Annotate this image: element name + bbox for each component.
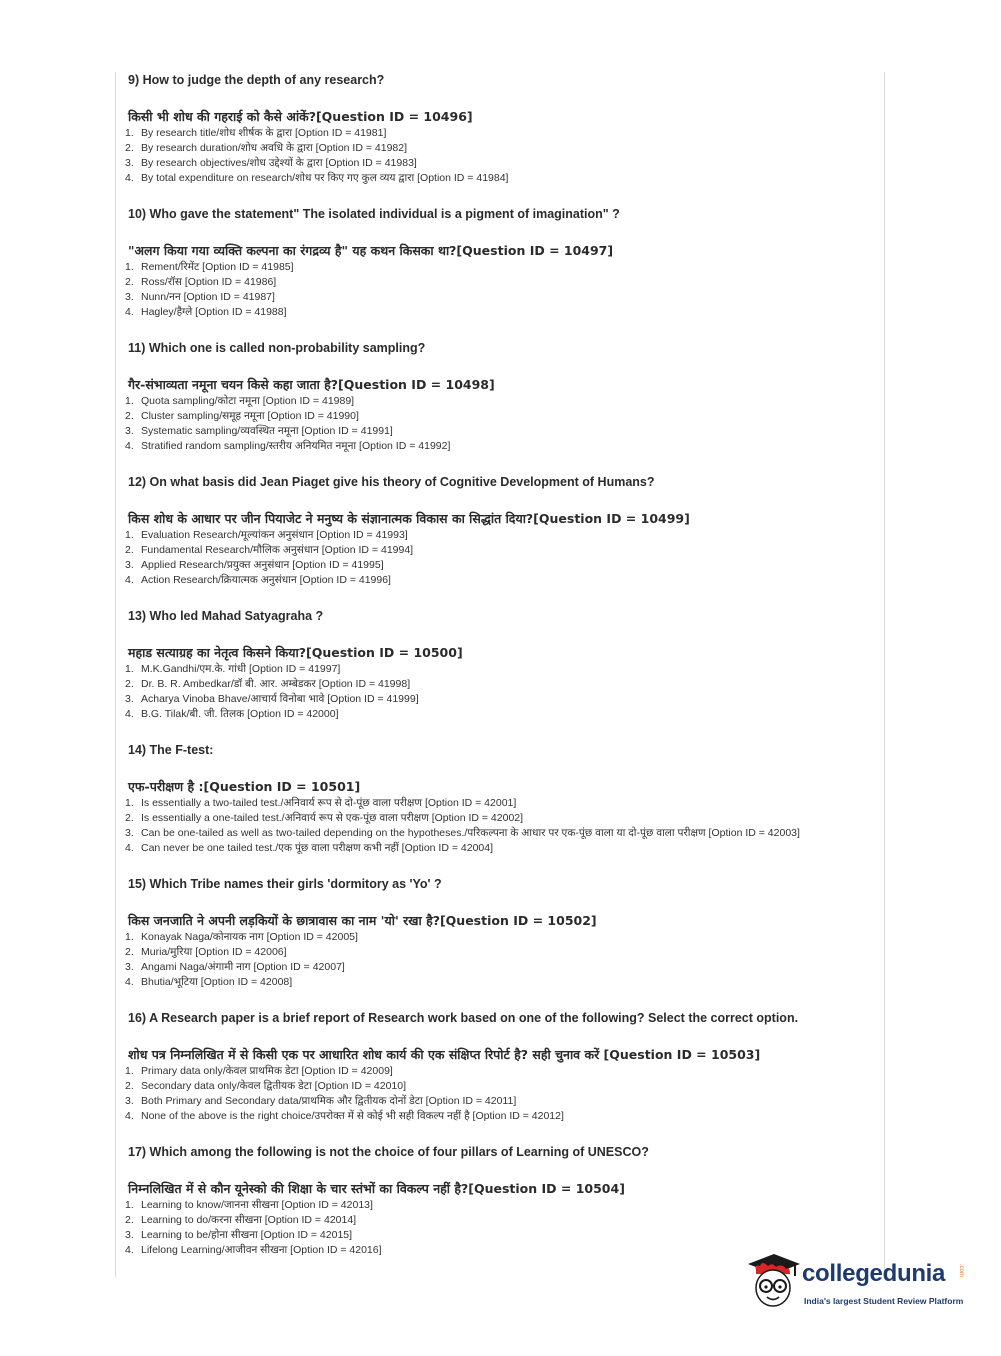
option-list bbox=[125, 260, 294, 320]
question-text-english: 17) Which among the following is not the choice of four pillars of Learning of UNESCO? bbox=[128, 1145, 649, 1159]
question-text-hindi: गैर-संभाव्यता नमूना चयन किसे कहा जाता है?[Question ID = 10498] bbox=[128, 377, 495, 392]
option-item bbox=[125, 171, 508, 186]
option-item bbox=[125, 1243, 382, 1258]
option-text: Rement/रिमेंट [Option ID = 41985] bbox=[141, 261, 294, 273]
option-item bbox=[125, 826, 800, 841]
option-number: 4. bbox=[125, 574, 134, 586]
option-text: Both Primary and Secondary data/प्राथमिक और द्वितीयक दोनों डेटा [Option ID = 42011] bbox=[141, 1095, 517, 1107]
option-number: 4. bbox=[125, 1244, 134, 1256]
option-text: None of the above is the right choice/उपरोक्त में से कोई भी सही विकल्प नहीं है [Option ID = 42012] bbox=[141, 1110, 564, 1122]
question-text-english: 13) Who led Mahad Satyagraha ? bbox=[128, 609, 324, 623]
option-item bbox=[125, 1064, 564, 1079]
option-text: Primary data only/केवल प्राथमिक डेटा [Option ID = 42009] bbox=[141, 1065, 393, 1077]
option-list bbox=[125, 126, 508, 186]
option-text: Angami Naga/अंगामी नाग [Option ID = 42007] bbox=[141, 961, 345, 973]
question-block bbox=[125, 877, 885, 1011]
option-number: 3. bbox=[125, 827, 134, 839]
option-number: 4. bbox=[125, 842, 134, 854]
question-block bbox=[125, 475, 885, 609]
question-text-english: 9) How to judge the depth of any research? bbox=[128, 73, 385, 87]
question-block bbox=[125, 207, 885, 341]
option-item bbox=[125, 543, 413, 558]
option-text: Cluster sampling/समूह नमूना [Option ID = 41990] bbox=[141, 410, 359, 422]
option-number: 1. bbox=[125, 797, 134, 809]
option-list bbox=[125, 528, 413, 588]
question-text-hindi: निम्नलिखित में से कौन यूनेस्को की शिक्षा के चार स्तंभों का विकल्प नहीं है?[Question ID = 10504] bbox=[128, 1181, 625, 1196]
option-item bbox=[125, 1079, 564, 1094]
option-number: 4. bbox=[125, 1110, 134, 1122]
option-text: Secondary data only/केवल द्वितीयक डेटा [Option ID = 42010] bbox=[141, 1080, 407, 1092]
option-text: Systematic sampling/व्यवस्थित नमूना [Option ID = 41991] bbox=[141, 425, 393, 437]
option-item bbox=[125, 811, 800, 826]
option-number: 3. bbox=[125, 1229, 134, 1241]
question-text-hindi: शोध पत्र निम्नलिखित में से किसी एक पर आधारित शोध कार्य की एक संक्षिप्त रिपोर्ट है? सही चुनाव करें [Question ID = 10503] bbox=[128, 1047, 761, 1062]
option-item bbox=[125, 975, 358, 990]
option-item bbox=[125, 1228, 382, 1243]
question-list bbox=[125, 73, 885, 1279]
question-block bbox=[125, 1011, 885, 1145]
option-list bbox=[125, 1198, 382, 1258]
question-text-english: 12) On what basis did Jean Piaget give his theory of Cognitive Development of Humans? bbox=[128, 475, 655, 489]
option-number: 3. bbox=[125, 157, 134, 169]
option-text: Ross/रॉस [Option ID = 41986] bbox=[141, 276, 277, 288]
option-list bbox=[125, 796, 800, 856]
option-number: 3. bbox=[125, 559, 134, 571]
option-text: B.G. Tilak/बी. जी. तिलक [Option ID = 42000] bbox=[141, 708, 339, 720]
option-number: 3. bbox=[125, 961, 134, 973]
option-text: Fundamental Research/मौलिक अनुसंधान [Option ID = 41994] bbox=[141, 544, 414, 556]
option-text: M.K.Gandhi/एम.के. गांधी [Option ID = 41997] bbox=[141, 663, 341, 675]
option-number: 2. bbox=[125, 678, 134, 690]
option-text: Can never be one tailed test./एक पूंछ वाला परीक्षण कभी नहीं [Option ID = 42004] bbox=[141, 842, 494, 854]
option-number: 2. bbox=[125, 410, 134, 422]
option-text: Is essentially a two-tailed test./अनिवार्य रूप से दो-पूंछ वाला परीक्षण [Option ID = 42001] bbox=[141, 797, 517, 809]
option-number: 1. bbox=[125, 261, 134, 273]
option-item bbox=[125, 424, 450, 439]
option-number: 2. bbox=[125, 812, 134, 824]
option-item bbox=[125, 1198, 382, 1213]
option-text: Is essentially a one-tailed test./अनिवार्य रूप से एक-पूंछ वाला परीक्षण [Option ID = 42002] bbox=[141, 812, 524, 824]
question-text-hindi: किसी भी शोध की गहराई को कैसे आंकें?[Question ID = 10496] bbox=[128, 109, 473, 124]
option-number: 2. bbox=[125, 946, 134, 958]
option-list bbox=[125, 1064, 564, 1124]
option-number: 3. bbox=[125, 291, 134, 303]
question-text-hindi: किस जनजाति ने अपनी लड़कियों के छात्रावास का नाम 'यो' रखा है?[Question ID = 10502] bbox=[128, 913, 597, 928]
question-block bbox=[125, 341, 885, 475]
option-item bbox=[125, 394, 450, 409]
option-item bbox=[125, 558, 413, 573]
option-item bbox=[125, 439, 450, 454]
option-item bbox=[125, 677, 419, 692]
option-text: Action Research/क्रियात्मक अनुसंधान [Option ID = 41996] bbox=[141, 574, 391, 586]
option-number: 4. bbox=[125, 708, 134, 720]
option-item bbox=[125, 275, 294, 290]
option-text: Nunn/नन [Option ID = 41987] bbox=[141, 291, 275, 303]
option-number: 2. bbox=[125, 276, 134, 288]
option-list bbox=[125, 394, 450, 454]
option-number: 2. bbox=[125, 544, 134, 556]
option-number: 2. bbox=[125, 1080, 134, 1092]
question-block bbox=[125, 73, 885, 207]
option-item bbox=[125, 260, 294, 275]
option-number: 3. bbox=[125, 693, 134, 705]
question-text-english: 10) Who gave the statement" The isolated individual is a pigment of imagination" ? bbox=[128, 207, 620, 221]
option-item bbox=[125, 1213, 382, 1228]
option-item bbox=[125, 707, 419, 722]
option-item bbox=[125, 290, 294, 305]
option-number: 1. bbox=[125, 395, 134, 407]
option-number: 1. bbox=[125, 529, 134, 541]
question-block bbox=[125, 609, 885, 743]
option-text: Quota sampling/कोटा नमूना [Option ID = 41989] bbox=[141, 395, 355, 407]
option-item bbox=[125, 945, 358, 960]
option-item bbox=[125, 662, 419, 677]
question-text-hindi: "अलग किया गया व्यक्ति कल्पना का रंगद्रव्य है" यह कथन किसका था?[Question ID = 10497] bbox=[128, 243, 614, 258]
option-item bbox=[125, 305, 294, 320]
option-text: Stratified random sampling/स्तरीय अनियमित नमूना [Option ID = 41992] bbox=[141, 440, 451, 452]
logo-wordmark: collegedunia bbox=[802, 1260, 946, 1287]
question-text-english: 11) Which one is called non-probability sampling? bbox=[128, 341, 426, 355]
option-text: Bhutia/भूटिया [Option ID = 42008] bbox=[141, 976, 293, 988]
option-number: 2. bbox=[125, 142, 134, 154]
option-item bbox=[125, 528, 413, 543]
option-item bbox=[125, 141, 508, 156]
option-number: 4. bbox=[125, 440, 134, 452]
option-number: 2. bbox=[125, 1214, 134, 1226]
question-text-english: 14) The F-test: bbox=[128, 743, 214, 757]
mascot-icon bbox=[744, 1250, 802, 1312]
option-number: 3. bbox=[125, 425, 134, 437]
logo-domain-suffix: .com bbox=[958, 1264, 964, 1278]
option-item bbox=[125, 156, 508, 171]
option-text: Acharya Vinoba Bhave/आचार्य विनोबा भावे [Option ID = 41999] bbox=[141, 693, 419, 705]
option-text: Learning to be/होना सीखना [Option ID = 42015] bbox=[141, 1229, 353, 1241]
option-text: Lifelong Learning/आजीवन सीखना [Option ID = 42016] bbox=[141, 1244, 382, 1256]
question-text-hindi: एफ-परीक्षण है :[Question ID = 10501] bbox=[128, 779, 361, 794]
option-item bbox=[125, 126, 508, 141]
option-list bbox=[125, 930, 358, 990]
option-text: By research objectives/शोध उद्देश्यों के द्वारा [Option ID = 41983] bbox=[141, 157, 417, 169]
option-item bbox=[125, 960, 358, 975]
option-item bbox=[125, 409, 450, 424]
option-text: By research title/शोध शीर्षक के द्वारा [Option ID = 41981] bbox=[141, 127, 387, 139]
option-text: Konayak Naga/कोनायक नाग [Option ID = 42005] bbox=[141, 931, 358, 943]
collegedunia-logo[interactable] bbox=[744, 1250, 974, 1314]
option-number: 1. bbox=[125, 663, 134, 675]
option-text: Learning to know/जानना सीखना [Option ID = 42013] bbox=[141, 1199, 373, 1211]
option-number: 4. bbox=[125, 172, 134, 184]
option-text: By total expenditure on research/शोध पर किए गए कुल व्यय द्वारा [Option ID = 41984] bbox=[141, 172, 509, 184]
question-text-english: 15) Which Tribe names their girls 'dormitory as 'Yo' ? bbox=[128, 877, 442, 891]
option-text: By research duration/शोध अवधि के द्वारा [Option ID = 41982] bbox=[141, 142, 408, 154]
option-number: 4. bbox=[125, 306, 134, 318]
option-item bbox=[125, 1094, 564, 1109]
option-text: Applied Research/प्रयुक्त अनुसंधान [Option ID = 41995] bbox=[141, 559, 384, 571]
page-border-left bbox=[115, 72, 116, 1277]
option-item bbox=[125, 930, 358, 945]
option-number: 1. bbox=[125, 127, 134, 139]
option-item bbox=[125, 1109, 564, 1124]
option-text: Can be one-tailed as well as two-tailed depending on the hypotheses./परिकल्पना के आधार पर एक-पूंछ वाला या दो-पूंछ वाला परीक्षण [Option ID = 42003] bbox=[141, 827, 800, 839]
option-number: 3. bbox=[125, 1095, 134, 1107]
option-item bbox=[125, 573, 413, 588]
logo-tagline: India's largest Student Review Platform bbox=[804, 1296, 964, 1306]
option-item bbox=[125, 692, 419, 707]
question-text-english: 16) A Research paper is a brief report of Research work based on one of the following? Select the correct option. bbox=[128, 1011, 799, 1025]
option-text: Learning to do/करना सीखना [Option ID = 42014] bbox=[141, 1214, 357, 1226]
question-block bbox=[125, 743, 885, 877]
option-text: Dr. B. R. Ambedkar/डॉ बी. आर. अम्बेडकर [Option ID = 41998] bbox=[141, 678, 411, 690]
option-number: 4. bbox=[125, 976, 134, 988]
option-text: Hagley/हैग्ले [Option ID = 41988] bbox=[141, 306, 287, 318]
question-text-hindi: महाड सत्याग्रह का नेतृत्व किसने किया?[Question ID = 10500] bbox=[128, 645, 463, 660]
option-number: 1. bbox=[125, 1199, 134, 1211]
option-number: 1. bbox=[125, 1065, 134, 1077]
option-item bbox=[125, 841, 800, 856]
option-item bbox=[125, 796, 800, 811]
option-number: 1. bbox=[125, 931, 134, 943]
option-text: Evaluation Research/मूल्यांकन अनुसंधान [Option ID = 41993] bbox=[141, 529, 408, 541]
option-text: Muria/मुरिया [Option ID = 42006] bbox=[141, 946, 287, 958]
question-text-hindi: किस शोध के आधार पर जीन पियाजेट ने मनुष्य के संज्ञानात्मक विकास का सिद्धांत दिया?[Question ID = 10499] bbox=[128, 511, 690, 526]
option-list bbox=[125, 662, 419, 722]
